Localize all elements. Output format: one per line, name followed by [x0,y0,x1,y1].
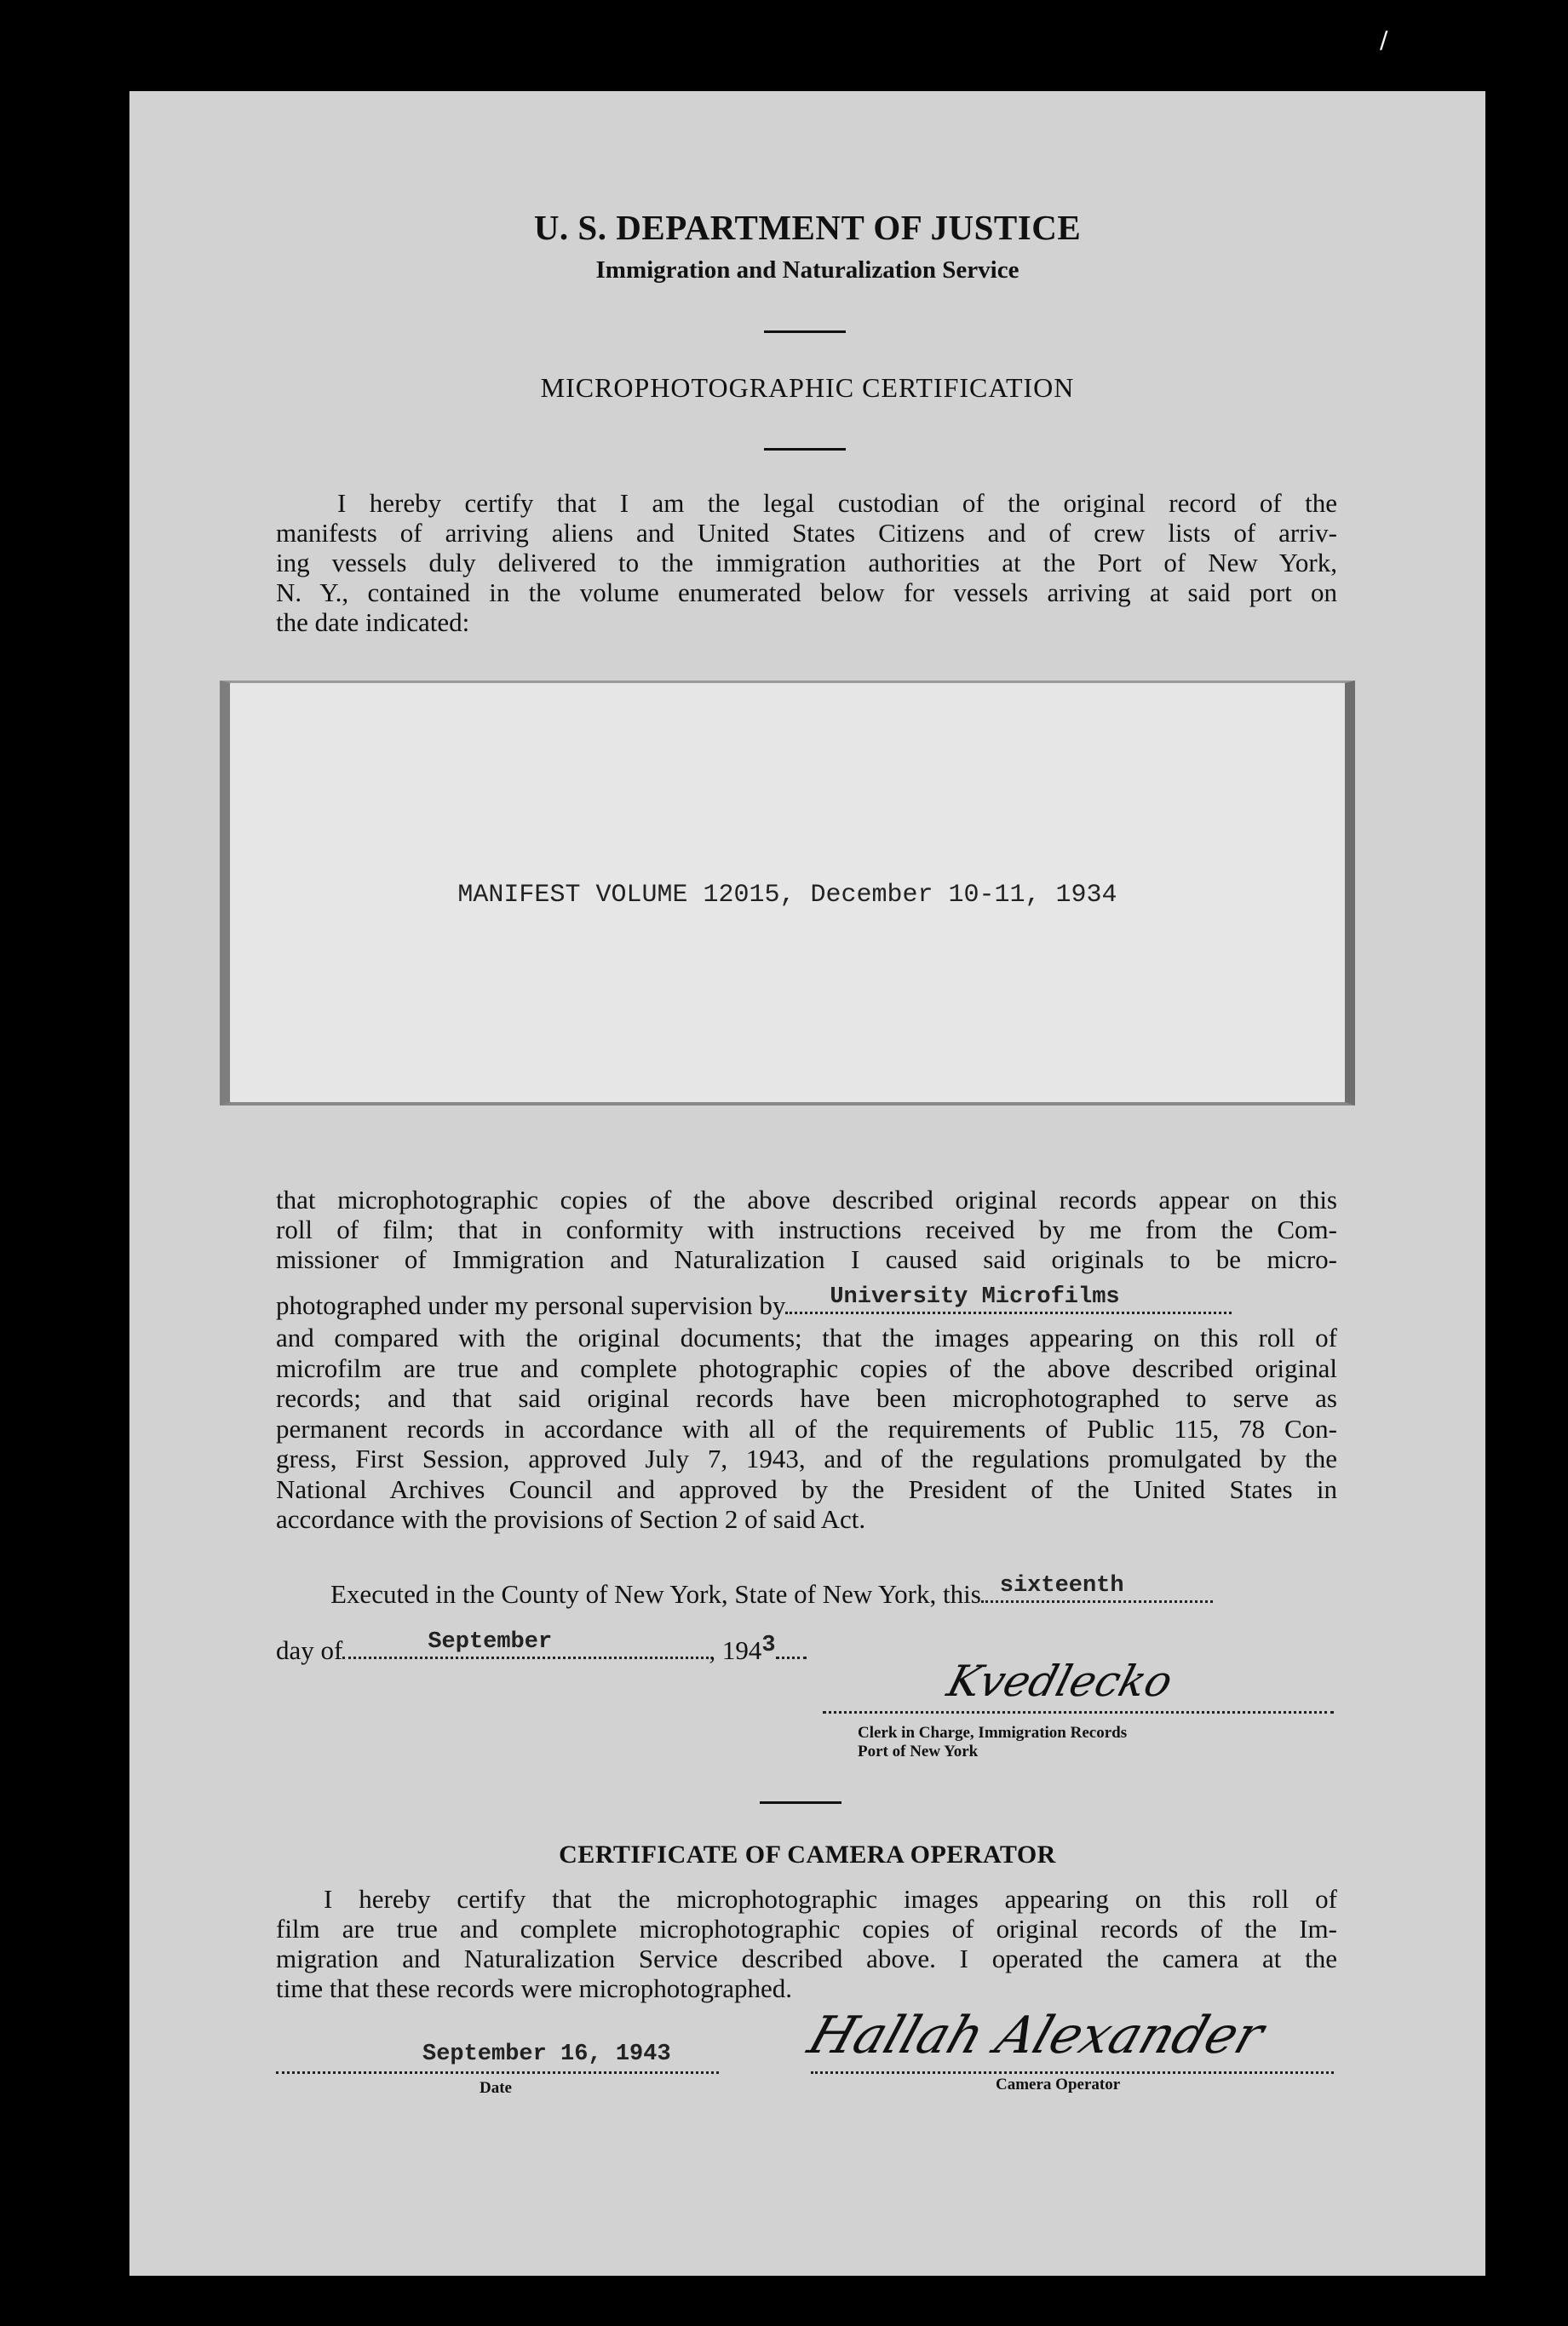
divider [760,1801,841,1804]
service-subtitle: Immigration and Naturalization Service [595,256,1019,284]
paragraph-line: missioner of Immigration and Naturalization I caused said originals to be micro- [276,1244,1337,1274]
paragraph-line: N. Y., contained in the volume enumerated below for vessels arriving at said port on [276,577,1337,607]
certification-title: MICROPHOTOGRAPHIC CERTIFICATION [540,372,1075,403]
date-signature-line [276,2070,719,2074]
paragraph-line: the date indicated: [276,607,470,637]
department-title: U. S. DEPARTMENT OF JUSTICE [533,208,1082,247]
paragraph-line: time that these records were microphotographed. [276,1973,792,2003]
manifest-volume-text: MANIFEST VOLUME 12015, December 10-11, 1934 [457,881,1117,910]
clerk-title-line-1: Clerk in Charge, Immigration Records [858,1724,1128,1742]
day-of-prefix: day of [276,1635,343,1665]
operator-signature-line [811,2070,1334,2074]
paragraph-line: roll of film; that in conformity with instructions received by me from the Com- [276,1215,1337,1244]
volume-card [220,681,1355,1106]
paragraph-line: ing vessels duly delivered to the immigration authorities at the Port of New York, [276,548,1337,577]
day-of-line [276,1629,807,1667]
paragraph-line: permanent records in accordance with all of the requirements of Public 115, 78 Con- [276,1413,1337,1444]
date-label: Date [480,2079,512,2097]
camera-operator-label: Camera Operator [996,2076,1121,2093]
executed-day-blank [981,1573,1213,1603]
clerk-title [858,1724,1127,1761]
paragraph-line: gress, First Session, approved July 7, 1943, and of the regulations promulgated by the [276,1444,1337,1473]
body-paragraph-a [276,1185,1337,1274]
clerk-signature-line [823,1709,1334,1714]
month-value: September [428,1629,553,1655]
camera-operator-title: CERTIFICATE OF CAMERA OPERATOR [559,1841,1056,1869]
year-digit-value: 3 [761,1633,776,1658]
paragraph-line: I hereby certify that the microphotographic images appearing on this roll of [324,1884,1337,1914]
supervision-prefix: photographed under my personal supervision by [276,1290,786,1320]
certificate-page [129,91,1485,2276]
divider [764,330,846,333]
operator-signature: Hallah Alexander [801,2006,1272,2065]
year-blank [776,1657,807,1659]
paragraph-line: film are true and complete microphotographic copies of original records of the Im- [276,1914,1337,1944]
clerk-title-line-2: Port of New York [858,1743,979,1760]
paragraph-line: National Archives Council and approved by the President of the United States in [276,1473,1337,1504]
paragraph-line: microfilm are true and complete photographic copies of the above described original [276,1353,1337,1383]
paragraph-line: records; and that said original records have been microphotographed to serve as [276,1383,1337,1413]
month-blank [342,1629,709,1659]
supervision-by-value: University Microfilms [830,1284,1120,1310]
year-prefix: , 194 [709,1635,762,1665]
divider [764,448,846,451]
executed-prefix: Executed in the County of New York, State of New York, this [330,1579,981,1609]
paragraph-line: I hereby certify that I am the legal custodian of the original record of the [337,488,1337,518]
intro-paragraph [276,488,1337,637]
paragraph-line: accordance with the provisions of Section 2 of said Act. [276,1504,866,1534]
paragraph-line: and compared with the original documents; that the images appearing on this roll of [276,1323,1337,1353]
executed-day-value: sixteenth [999,1573,1124,1599]
supervision-line [276,1284,1337,1321]
camera-operator-paragraph [276,1884,1337,2003]
paragraph-line: manifests of arriving aliens and United States Citizens and of crew lists of arriv- [276,518,1337,548]
edge-mark-top-right: / [1380,26,1388,54]
executed-line [330,1573,1213,1610]
paragraph-line: that microphotographic copies of the above described original records appear on this [276,1185,1337,1215]
supervision-blank [785,1284,1232,1314]
date-value: September 16, 1943 [422,2042,671,2067]
paragraph-line: migration and Naturalization Service described above. I operated the camera at the [276,1944,1337,1973]
body-paragraph-b [276,1323,1337,1535]
clerk-signature: Kvedlecko [942,1657,1178,1706]
